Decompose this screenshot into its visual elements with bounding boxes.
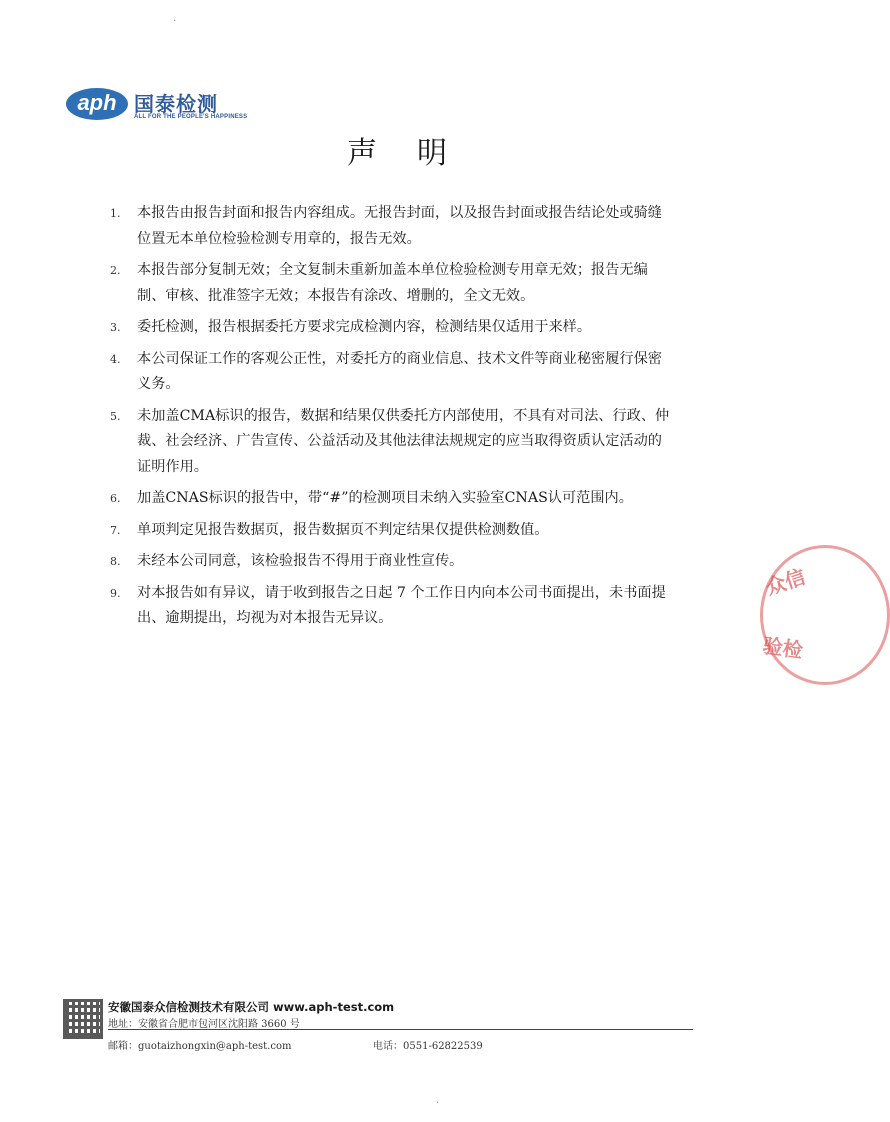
statement-item	[110, 549, 670, 575]
scan-mark-top: ·	[173, 16, 177, 27]
statement-item	[110, 404, 670, 481]
statement-text: 未加盖CMA标识的报告，数据和结果仅供委托方内部使用，不具有对司法、行政、仲裁、社会经济、广告宣传、公益活动及其他法律法规规定的应当取得资质认定活动的证明作用。	[137, 407, 670, 475]
statement-text: 本报告由报告封面和报告内容组成。无报告封面，以及报告封面或报告结论处或骑缝位置无本单位检验检测专用章的，报告无效。	[137, 205, 662, 247]
statement-item	[110, 581, 670, 632]
statement-item	[110, 518, 670, 544]
qr-code	[63, 999, 103, 1039]
statement-text: 本报告部分复制无效；全文复制未重新加盖本单位检验检测专用章无效；报告无编制、审核、批准签字无效；本报告有涂改、增删的，全文无效。	[137, 262, 648, 304]
statement-text: 未经本公司同意，该检验报告不得用于商业性宣传。	[137, 553, 464, 569]
statement-text: 委托检测，报告根据委托方要求完成检测内容，检测结果仅适用于来样。	[137, 319, 592, 335]
statement-number: 3.	[110, 321, 121, 334]
company-logo	[66, 86, 266, 126]
seal-text-bottom: 验检	[761, 633, 805, 663]
statement-item	[110, 258, 670, 309]
statement-number: 4.	[110, 352, 121, 366]
statement-item	[110, 315, 670, 341]
statement-number: 8.	[110, 555, 121, 568]
statement-item	[110, 201, 670, 252]
footer-address: 地址：安徽省合肥市包河区沈阳路 3660 号	[108, 1019, 300, 1030]
page-title: 声明	[347, 136, 487, 171]
logo-mark: aph	[66, 88, 128, 120]
statement-text: 加盖CNAS标识的报告中，带“#”的检测项目未纳入实验室CNAS认可范围内。	[137, 490, 633, 506]
scan-mark-bottom: ·	[436, 1098, 440, 1109]
statement-text: 单项判定见报告数据页，报告数据页不判定结果仅提供检测数值。	[137, 521, 549, 538]
statement-list	[110, 201, 670, 638]
footer-divider	[108, 1029, 693, 1030]
statement-number: 5.	[110, 409, 121, 423]
statement-number: 2.	[110, 264, 121, 277]
footer-phone: 电话：0551-62822539	[373, 1041, 483, 1052]
statement-number: 9.	[110, 586, 121, 600]
footer-email: 邮箱：guotaizhongxin@aph-test.com	[108, 1041, 292, 1052]
statement-number: 1.	[110, 207, 121, 220]
statement-number: 6.	[110, 492, 121, 505]
seal-text-top: 众信	[762, 564, 809, 600]
statement-number: 7.	[110, 523, 121, 537]
statement-item	[110, 486, 670, 512]
logo-name: 国泰检测	[134, 92, 218, 116]
footer-company: 安徽国泰众信检测技术有限公司 www.aph-test.com	[108, 1000, 395, 1014]
official-seal	[760, 545, 890, 685]
statement-item	[110, 347, 670, 398]
statement-text: 对本报告如有异议，请于收到报告之日起 7 个工作日内向本公司书面提出，未书面提出、逾期提出，均视为对本报告无异议。	[137, 584, 666, 626]
statement-text: 本公司保证工作的客观公正性，对委托方的商业信息、技术文件等商业秘密履行保密义务。	[137, 350, 662, 392]
logo-tagline: ALL FOR THE PEOPLE'S HAPPINESS	[134, 114, 248, 120]
